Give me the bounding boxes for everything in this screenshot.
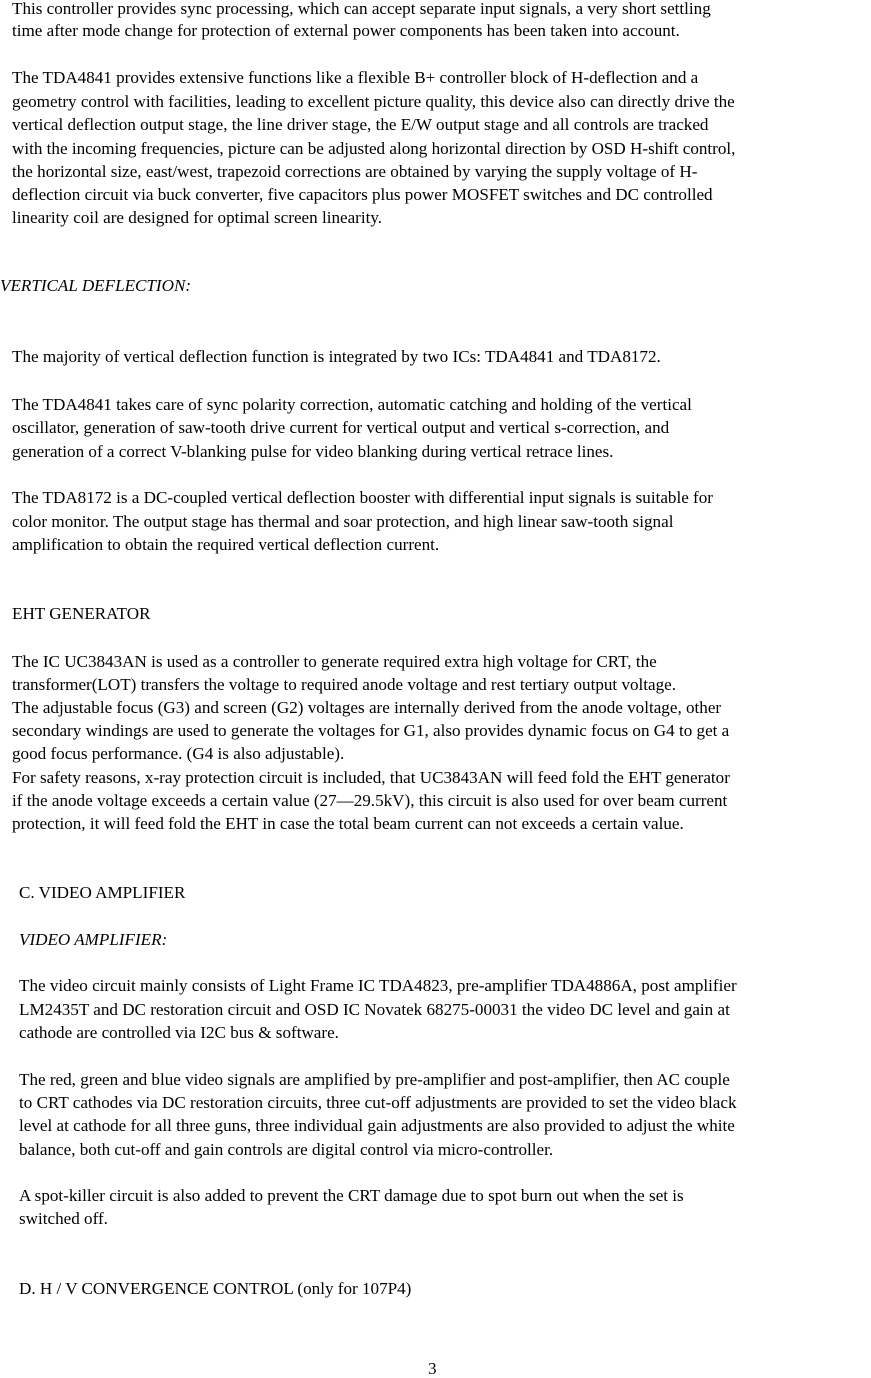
vertical-paragraph-3-line-2: color monitor. The output stage has thermal and soar protection, and high linear saw-tooth signal [12,512,674,531]
tda4841-paragraph-line-3: vertical deflection output stage, the line driver stage, the E/W output stage and all controls are tracked [12,115,709,134]
video-paragraph-1-line-2: LM2435T and DC restoration circuit and OSD IC Novatek 68275-00031 the video DC level and gain at [19,1000,730,1019]
convergence-control-heading: D. H / V CONVERGENCE CONTROL (only for 107P4) [19,1279,412,1298]
sync-paragraph-line-2: time after mode change for protection of external power components has been taken into account. [12,21,680,40]
vertical-paragraph-1-line-1: The majority of vertical deflection function is integrated by two ICs: TDA4841 and TDA8172. [12,347,661,366]
eht-generator-heading: EHT GENERATOR [12,604,151,623]
vertical-paragraph-2-line-2: oscillator, generation of saw-tooth drive current for vertical output and vertical s-correction, and [12,418,670,437]
video-paragraph-2-line-2: to CRT cathodes via DC restoration circuits, three cut-off adjustments are provided to set the video black [19,1093,737,1112]
video-paragraph-3-line-1: A spot-killer circuit is also added to prevent the CRT damage due to spot burn out when the set is [19,1186,684,1205]
video-paragraph-1-line-3: cathode are controlled via I2C bus & software. [19,1023,339,1042]
eht-line-7: if the anode voltage exceeds a certain value (27—29.5kV), this circuit is also used for over beam current [12,791,728,810]
page-number: 3 [428,1359,437,1378]
eht-line-3: The adjustable focus (G3) and screen (G2) voltages are internally derived from the anode voltage, other [12,698,722,717]
eht-line-1: The IC UC3843AN is used as a controller to generate required extra high voltage for CRT, the [12,652,657,671]
vertical-paragraph-2-line-3: generation of a correct V-blanking pulse for video blanking during vertical retrace lines. [12,442,614,461]
video-paragraph-2-line-3: level at cathode for all three guns, three individual gain adjustments are also provided to adjust the white [19,1116,735,1135]
tda4841-paragraph-line-6: deflection circuit via buck converter, five capacitors plus power MOSFET switches and DC controlled [12,185,713,204]
video-amplifier-subheading: VIDEO AMPLIFIER: [19,930,168,949]
vertical-paragraph-2-line-1: The TDA4841 takes care of sync polarity correction, automatic catching and holding of the vertical [12,395,692,414]
vertical-paragraph-3-line-3: amplification to obtain the required vertical deflection current. [12,535,440,554]
video-amplifier-section-heading: C. VIDEO AMPLIFIER [19,883,186,902]
video-paragraph-1-line-1: The video circuit mainly consists of Light Frame IC TDA4823, pre-amplifier TDA4886A, post amplifier [19,976,737,995]
eht-line-5: good focus performance. (G4 is also adjustable). [12,744,345,763]
tda4841-paragraph-line-1: The TDA4841 provides extensive functions like a flexible B+ controller block of H-deflection and a [12,68,699,87]
tda4841-paragraph-line-7: linearity coil are designed for optimal screen linearity. [12,208,383,227]
sync-paragraph-line-1: This controller provides sync processing, which can accept separate input signals, a very short settling [12,0,711,18]
eht-line-8: protection, it will feed fold the EHT in case the total beam current can not exceeds a certain value. [12,814,684,833]
eht-line-2: transformer(LOT) transfers the voltage to required anode voltage and rest tertiary output voltage. [12,675,677,694]
video-paragraph-3-line-2: switched off. [19,1209,108,1228]
tda4841-paragraph-line-5: the horizontal size, east/west, trapezoid corrections are obtained by varying the supply voltage of H- [12,162,698,181]
vertical-paragraph-3-line-1: The TDA8172 is a DC-coupled vertical deflection booster with differential input signals is suitable for [12,488,713,507]
video-paragraph-2-line-1: The red, green and blue video signals are amplified by pre-amplifier and post-amplifier, then AC couple [19,1070,730,1089]
eht-line-6: For safety reasons, x-ray protection circuit is included, that UC3843AN will feed fold the EHT generator [12,768,730,787]
tda4841-paragraph-line-4: with the incoming frequencies, picture can be adjusted along horizontal direction by OSD H-shift control, [12,139,736,158]
video-paragraph-2-line-4: balance, both cut-off and gain controls are digital control via micro-controller. [19,1140,554,1159]
vertical-deflection-heading: VERTICAL DEFLECTION: [0,276,192,295]
tda4841-paragraph-line-2: geometry control with facilities, leading to excellent picture quality, this device also can directly drive the [12,92,735,111]
eht-line-4: secondary windings are used to generate the voltages for G1, also provides dynamic focus on G4 to get a [12,721,730,740]
